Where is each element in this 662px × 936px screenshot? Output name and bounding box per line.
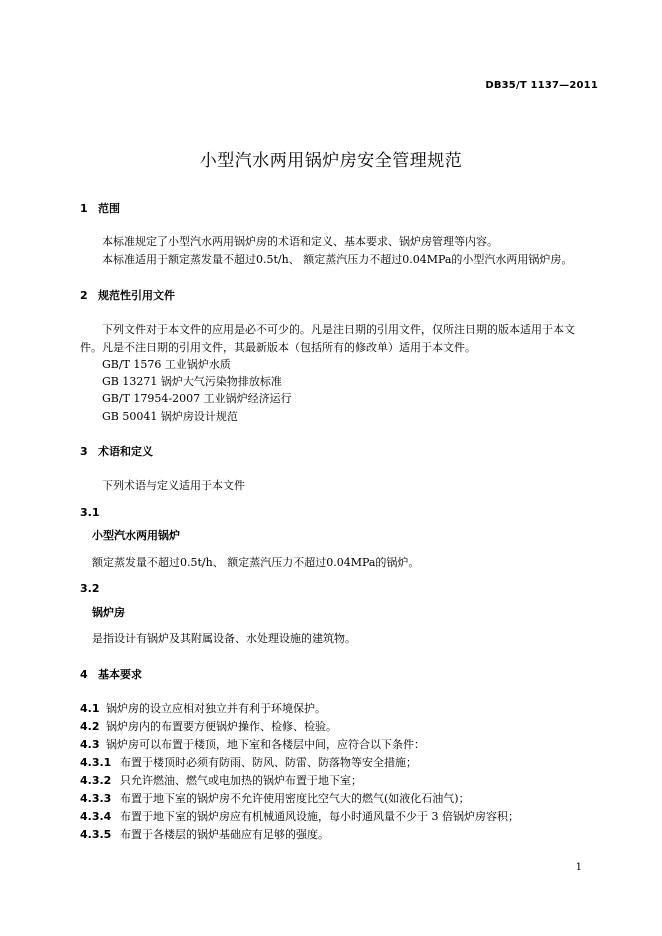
page-number: 1 — [575, 862, 582, 873]
term-3-2-number: 3.2 — [80, 582, 100, 595]
reference-item: GB/T 17954-2007 工业锅炉经济运行 — [102, 392, 292, 405]
section-2-heading — [80, 288, 175, 304]
clause-text: 锅炉房内的布置要方便锅炉操作、检修、检验。 — [106, 720, 337, 733]
clause-text: 布置于各楼层的锅炉基础应有足够的强度。 — [120, 828, 329, 841]
clause-number: 4.1 — [80, 702, 100, 715]
clause-text: 锅炉房可以布置于楼顶，地下室和各楼层中间，应符合以下条件： — [106, 738, 425, 751]
section-number: 1 — [80, 202, 88, 215]
clause-4-3-5 — [80, 827, 329, 843]
clause-4-1 — [80, 701, 326, 717]
section-title: 基本要求 — [98, 668, 142, 681]
section-1-paragraph-1: 本标准规定了小型汽水两用锅炉房的术语和定义、基本要求、锅炉房管理等内容。 — [102, 235, 498, 248]
section-number: 2 — [80, 289, 88, 302]
clause-4-2 — [80, 719, 337, 735]
section-number: 3 — [80, 445, 88, 458]
section-4-heading — [80, 667, 142, 683]
clause-number: 4.3.3 — [80, 792, 112, 805]
clause-4-3 — [80, 737, 425, 753]
clause-number: 4.3.4 — [80, 810, 112, 823]
section-1-heading — [80, 201, 120, 217]
reference-item: GB/T 1576 工业锅炉水质 — [102, 358, 231, 371]
clause-4-3-1 — [80, 755, 417, 771]
section-2-paragraph-line-2: 件。凡是不注日期的引用文件，其最新版本（包括所有的修改单）适用于本文件。 — [80, 341, 476, 354]
clause-number: 4.3.1 — [80, 756, 112, 769]
term-3-1-number: 3.1 — [80, 506, 100, 519]
clause-4-3-4 — [80, 809, 519, 825]
clause-text: 只允许燃油、燃气或电加热的锅炉布置于地下室； — [120, 774, 362, 787]
section-3-paragraph: 下列术语与定义适用于本文件 — [102, 479, 245, 492]
section-title: 术语和定义 — [98, 445, 153, 458]
clause-text: 布置于地下室的锅炉房不允许使用密度比空气大的燃气(如液化石油气)； — [120, 792, 470, 805]
clause-text: 布置于地下室的锅炉房应有机械通风设施，每小时通风量不少于 3 倍锅炉房容积； — [120, 810, 519, 823]
reference-item: GB 50041 锅炉房设计规范 — [102, 410, 238, 423]
clause-number: 4.3.5 — [80, 828, 112, 841]
term-3-1-definition: 额定蒸发量不超过0.5t/h、 额定蒸汽压力不超过0.04MPa的锅炉。 — [92, 556, 420, 569]
standard-code: DB35/T 1137—2011 — [485, 80, 598, 91]
term-3-2-definition: 是指设计有锅炉及其附属设备、水处理设施的建筑物。 — [92, 632, 356, 645]
clause-text: 布置于楼顶时必须有防雨、防风、防雷、防落物等安全措施； — [120, 756, 417, 769]
clause-number: 4.2 — [80, 720, 100, 733]
section-3-heading — [80, 444, 153, 460]
term-3-2-name: 锅炉房 — [92, 606, 125, 619]
section-number: 4 — [80, 668, 88, 681]
section-title: 规范性引用文件 — [98, 289, 175, 302]
section-title: 范围 — [98, 202, 120, 215]
section-1-paragraph-2: 本标准适用于额定蒸发量不超过0.5t/h、 额定蒸汽压力不超过0.04MPa的小型汽水两用锅炉房。 — [102, 253, 573, 266]
clause-number: 4.3.2 — [80, 774, 112, 787]
clause-4-3-3 — [80, 791, 470, 807]
reference-item: GB 13271 锅炉大气污染物排放标准 — [102, 375, 282, 388]
clause-number: 4.3 — [80, 738, 100, 751]
document-title: 小型汽水两用锅炉房安全管理规范 — [199, 151, 463, 171]
section-2-paragraph-line-1: 下列文件对于本文件的应用是必不可少的。凡是注日期的引用文件，仅所注日期的版本适用于本文 — [102, 323, 575, 336]
clause-4-3-2 — [80, 773, 362, 789]
term-3-1-name: 小型汽水两用锅炉 — [92, 529, 180, 542]
clause-text: 锅炉房的设立应相对独立并有利于环境保护。 — [106, 702, 326, 715]
